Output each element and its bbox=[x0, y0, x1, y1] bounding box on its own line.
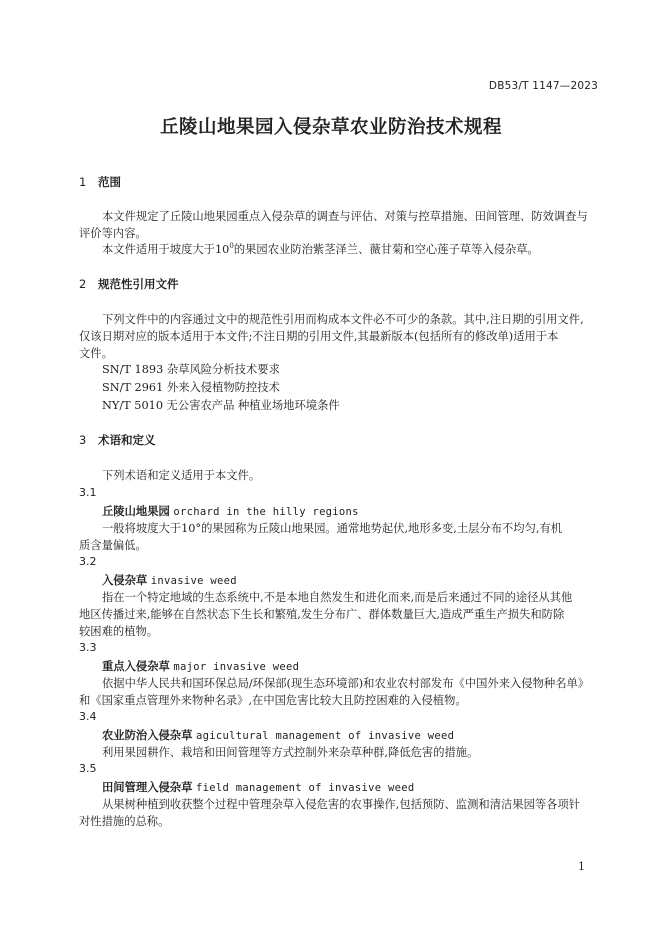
term-zh: 农业防治入侵杂草 bbox=[102, 729, 193, 742]
clause-number: 3.5 bbox=[79, 762, 97, 775]
scope-paragraph-2 bbox=[102, 241, 539, 257]
reference-item: NY/T 5010 无公害农产品 种植业场地环境条件 bbox=[102, 399, 340, 412]
term-en: invasive weed bbox=[150, 575, 237, 587]
term-definition-line: 指在一个特定地域的生态系统中,不是本地自然发生和进化而来,而是后来通过不同的途径从其他 bbox=[102, 591, 573, 604]
term-definition-line: 较困难的植物。 bbox=[79, 625, 159, 638]
clause-number: 3.1 bbox=[79, 486, 97, 499]
term-en: orchard in the hilly regions bbox=[173, 506, 359, 518]
clause-number: 3.4 bbox=[79, 710, 97, 723]
superscript: 0 bbox=[229, 242, 234, 251]
section-number: 2 bbox=[79, 277, 87, 291]
section-title: 规范性引用文件 bbox=[98, 277, 179, 291]
term-definition-line: 从果树种植到收获整个过程中管理杂草入侵危害的农事操作,包括预防、监测和清洁果园等各项针 bbox=[102, 798, 581, 811]
term-definition-line: 质含量偏低。 bbox=[79, 539, 147, 552]
section-2-heading bbox=[79, 276, 179, 292]
page-number: 1 bbox=[578, 860, 585, 873]
text-line: 仅该日期对应的版本适用于本文件;不注日期的引用文件,其最新版本(包括所有的修改单)适用于本 bbox=[79, 330, 559, 343]
reference-item: SN/T 1893 杂草风险分析技术要求 bbox=[102, 363, 280, 376]
section-title: 范围 bbox=[98, 175, 121, 189]
term-heading bbox=[102, 572, 237, 588]
term-definition-line: 一般将坡度大于10°的果园称为丘陵山地果园。通常地势起伏,地形多变,土层分布不均匀,有机 bbox=[102, 522, 563, 535]
clause-number: 3.2 bbox=[79, 555, 97, 568]
term-zh: 入侵杂草 bbox=[102, 574, 148, 587]
section-1-heading bbox=[79, 174, 121, 190]
section-3-heading bbox=[79, 432, 156, 448]
term-heading bbox=[102, 779, 415, 795]
term-heading bbox=[102, 727, 454, 743]
text-run: 的果园农业防治紫茎泽兰、薇甘菊和空心莲子草等入侵杂草。 bbox=[233, 243, 539, 256]
section-number: 3 bbox=[79, 433, 87, 447]
term-heading bbox=[102, 658, 299, 674]
text-line: 评价等内容。 bbox=[79, 227, 147, 240]
term-definition-line: 对性措施的总称。 bbox=[79, 815, 170, 828]
term-zh: 田间管理入侵杂草 bbox=[102, 781, 193, 794]
standard-number: DB53/T 1147—2023 bbox=[488, 80, 598, 92]
page-title: 丘陵山地果园入侵杂草农业防治技术规程 bbox=[159, 117, 502, 138]
term-en: field management of invasive weed bbox=[195, 782, 415, 794]
clause-number: 3.3 bbox=[79, 641, 97, 654]
text-run: 本文件适用于坡度大于10 bbox=[102, 243, 230, 256]
term-en: agicultural management of invasive weed bbox=[195, 730, 455, 742]
term-zh: 丘陵山地果园 bbox=[102, 505, 170, 518]
term-en: major invasive weed bbox=[173, 661, 300, 673]
term-heading bbox=[102, 503, 359, 519]
terms-intro: 下列术语和定义适用于本文件。 bbox=[102, 469, 261, 482]
section-title: 术语和定义 bbox=[98, 433, 156, 447]
term-definition-line: 和《国家重点管理外来物种名录》,在中国危害比较大且防控困难的入侵植物。 bbox=[79, 694, 467, 707]
reference-item: SN/T 2961 外来入侵植物防控技术 bbox=[102, 381, 280, 394]
section-number: 1 bbox=[79, 175, 87, 189]
text-line: 下列文件中的内容通过文中的规范性引用而构成本文件必不可少的条款。其中,注日期的引用文件, bbox=[102, 313, 584, 326]
term-definition-line: 依据中华人民共和国环保总局/环保部(现生态环境部)和农业农村部发布《中国外来入侵物种名单》 bbox=[102, 677, 590, 690]
text-line: 本文件规定了丘陵山地果园重点入侵杂草的调查与评估、对策与控草措施、田间管理、防效调查与 bbox=[102, 210, 588, 223]
term-definition-line: 地区传播过来,能够在自然状态下生长和繁殖,发生分布广、群体数量巨大,造成严重生产损失和防除 bbox=[79, 608, 565, 621]
text-line: 文件。 bbox=[79, 347, 113, 360]
term-definition-line: 利用果园耕作、栽培和田间管理等方式控制外来杂草种群,降低危害的措施。 bbox=[102, 746, 479, 759]
term-zh: 重点入侵杂草 bbox=[102, 660, 170, 673]
